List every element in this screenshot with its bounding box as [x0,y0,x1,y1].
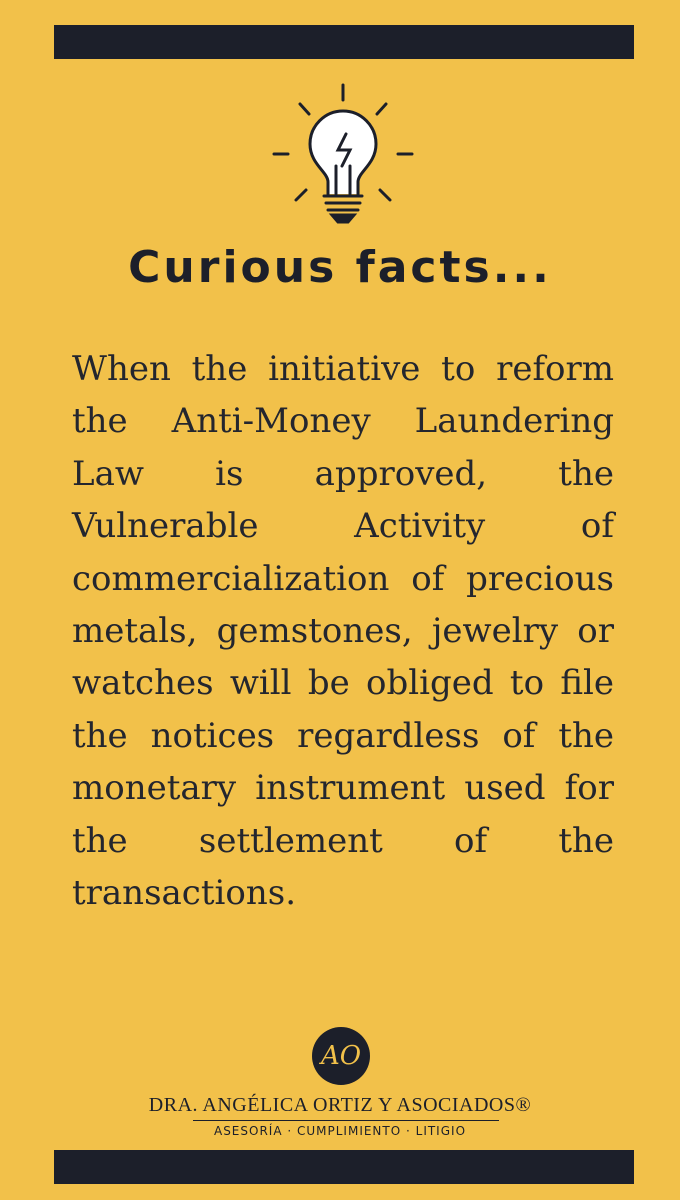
firm-tagline: ASESORÍA · CUMPLIMIENTO · LITIGIO [213,1124,467,1138]
lightbulb-icon [268,82,418,232]
page-title: Curious facts... [128,242,552,293]
firm-name: DRA. ANGÉLICA ORTIZ Y ASOCIADOS® [148,1094,532,1116]
firm-logo [312,1027,370,1085]
fact-text: When the initiative to reform the Anti-Money Laundering Law is approved, the Vulnerable Activity of commercialization of precious metals, gemstones, jewelry or watches will be obliged to file the notices regardless of the monetary instrument used for the settlement of the transactions. [72,349,614,914]
bottom-bar [54,1150,634,1184]
firm-name-divider [193,1120,499,1121]
logo-monogram: AO [320,1041,362,1071]
top-bar [54,25,634,59]
